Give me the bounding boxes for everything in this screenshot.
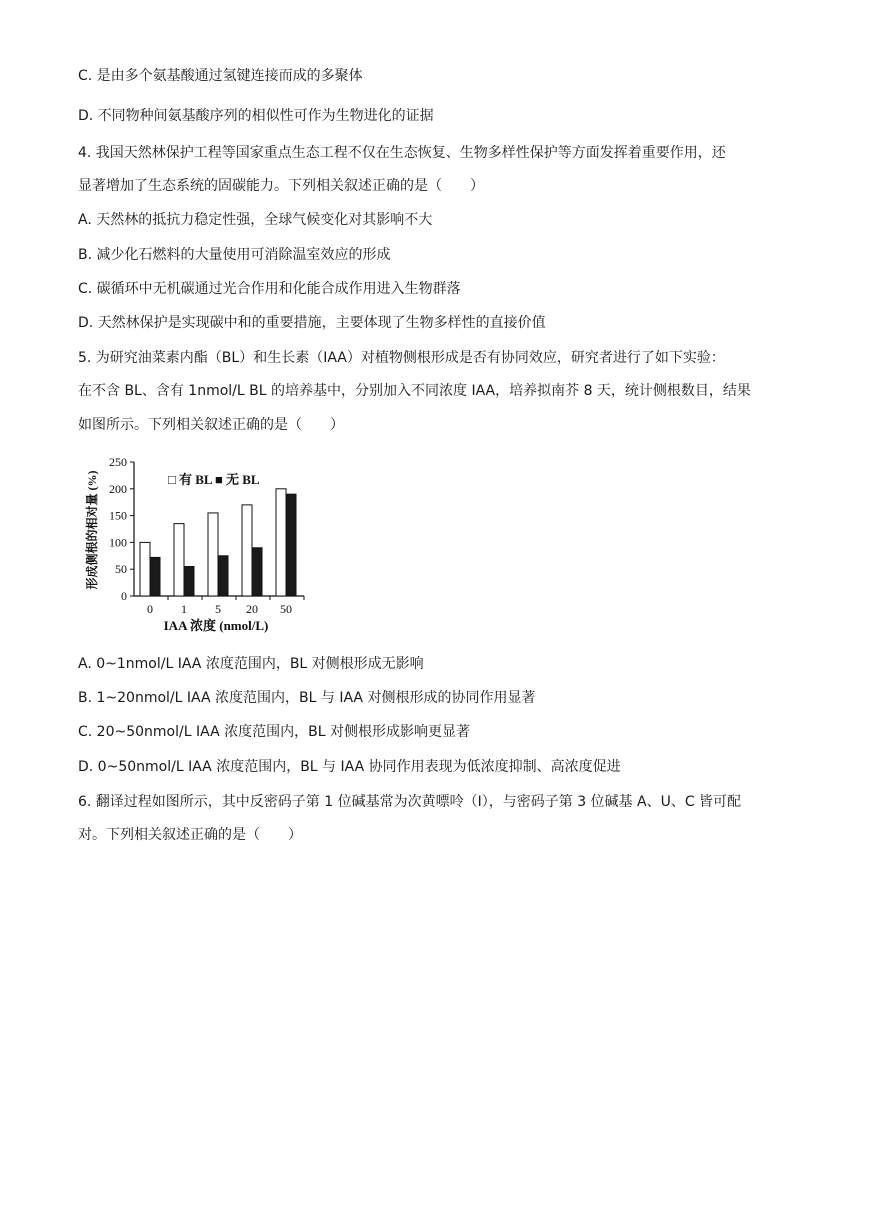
text-line: 6. 翻译过程如图所示，其中反密码子第 1 位碱基常为次黄嘌呤（I），与密码子第 3 位碱基 A、U、C 皆可配: [78, 794, 742, 810]
legend-entry-no-bl-mark: ■: [215, 472, 223, 487]
bar-without-bl: [218, 556, 228, 596]
x-tick-label: 0: [147, 602, 153, 616]
text-line: 对。下列相关叙述正确的是（ ）: [78, 827, 302, 843]
text-line: B. 减少化石燃料的大量使用可消除温室效应的形成: [78, 247, 391, 263]
text-line: 5. 为研究油菜素内酯（BL）和生长素（IAA）对植物侧根形成是否有协同效应，研究者进行了如下实验：: [78, 350, 725, 366]
x-tick-label: 5: [215, 602, 221, 616]
legend-entry-bl-mark: □: [168, 472, 176, 487]
bar-with-bl: [208, 513, 218, 596]
text-line: A. 0~1nmol/L IAA 浓度范围内，BL 对侧根形成无影响: [78, 656, 424, 672]
chart-bars: [140, 489, 296, 596]
x-tick-label: 20: [246, 602, 258, 616]
x-axis-label: IAA 浓度 (nmol/L): [163, 618, 269, 633]
text-line: 4. 我国天然林保护工程等国家重点生态工程不仅在生态恢复、生物多样性保护等方面发挥着重要作用，还: [78, 145, 726, 161]
x-tick-label: 50: [280, 602, 292, 616]
text-line: 在不含 BL、含有 1nmol/L BL 的培养基中，分别加入不同浓度 IAA，培养拟南芥 8 天，统计侧根数目，结果: [78, 383, 751, 399]
text-line: 显著增加了生态系统的固碳能力。下列相关叙述正确的是（ ）: [78, 178, 484, 194]
chart-legend: [168, 472, 260, 487]
text-line: 如图所示。下列相关叙述正确的是（ ）: [78, 417, 344, 433]
bar-with-bl: [140, 542, 150, 596]
bar-with-bl: [276, 489, 286, 596]
legend-entry-bl: 有 BL: [179, 472, 213, 487]
y-tick-label: 200: [109, 481, 127, 496]
x-tick-label: 1: [181, 602, 187, 616]
text-line: D. 天然林保护是实现碳中和的重要措施，主要体现了生物多样性的直接价值: [78, 315, 546, 331]
y-axis-label: 形成侧根的相对量 (%): [85, 470, 99, 590]
bar-without-bl: [252, 548, 262, 596]
text-line: D. 0~50nmol/L IAA 浓度范围内，BL 与 IAA 协同作用表现为低浓度抑制、高浓度促进: [78, 759, 621, 775]
text-line: D. 不同物种间氨基酸序列的相似性可作为生物进化的证据: [78, 108, 434, 124]
text-line: B. 1~20nmol/L IAA 浓度范围内，BL 与 IAA 对侧根形成的协同作用显著: [78, 690, 536, 706]
bar-without-bl: [150, 557, 160, 596]
legend-entry-no-bl: 无 BL: [226, 472, 260, 487]
y-tick-label: 250: [109, 455, 127, 469]
bar-with-bl: [242, 505, 252, 596]
text-line: A. 天然林的抵抗力稳定性强，全球气候变化对其影响不大: [78, 212, 433, 228]
lateral-root-bar-chart: [82, 450, 322, 640]
y-tick-label: 50: [115, 562, 127, 577]
text-line: C. 碳循环中无机碳通过光合作用和化能合成作用进入生物群落: [78, 281, 461, 297]
y-tick-label: 0: [121, 589, 127, 603]
y-tick-label: 150: [109, 508, 127, 523]
bar-with-bl: [174, 524, 184, 596]
bar-without-bl: [184, 567, 194, 596]
bar-without-bl: [286, 494, 296, 596]
y-tick-label: 100: [109, 535, 127, 550]
text-line: C. 是由多个氨基酸通过氢键连接而成的多聚体: [78, 68, 363, 84]
text-line: C. 20~50nmol/L IAA 浓度范围内，BL 对侧根形成影响更显著: [78, 724, 470, 740]
